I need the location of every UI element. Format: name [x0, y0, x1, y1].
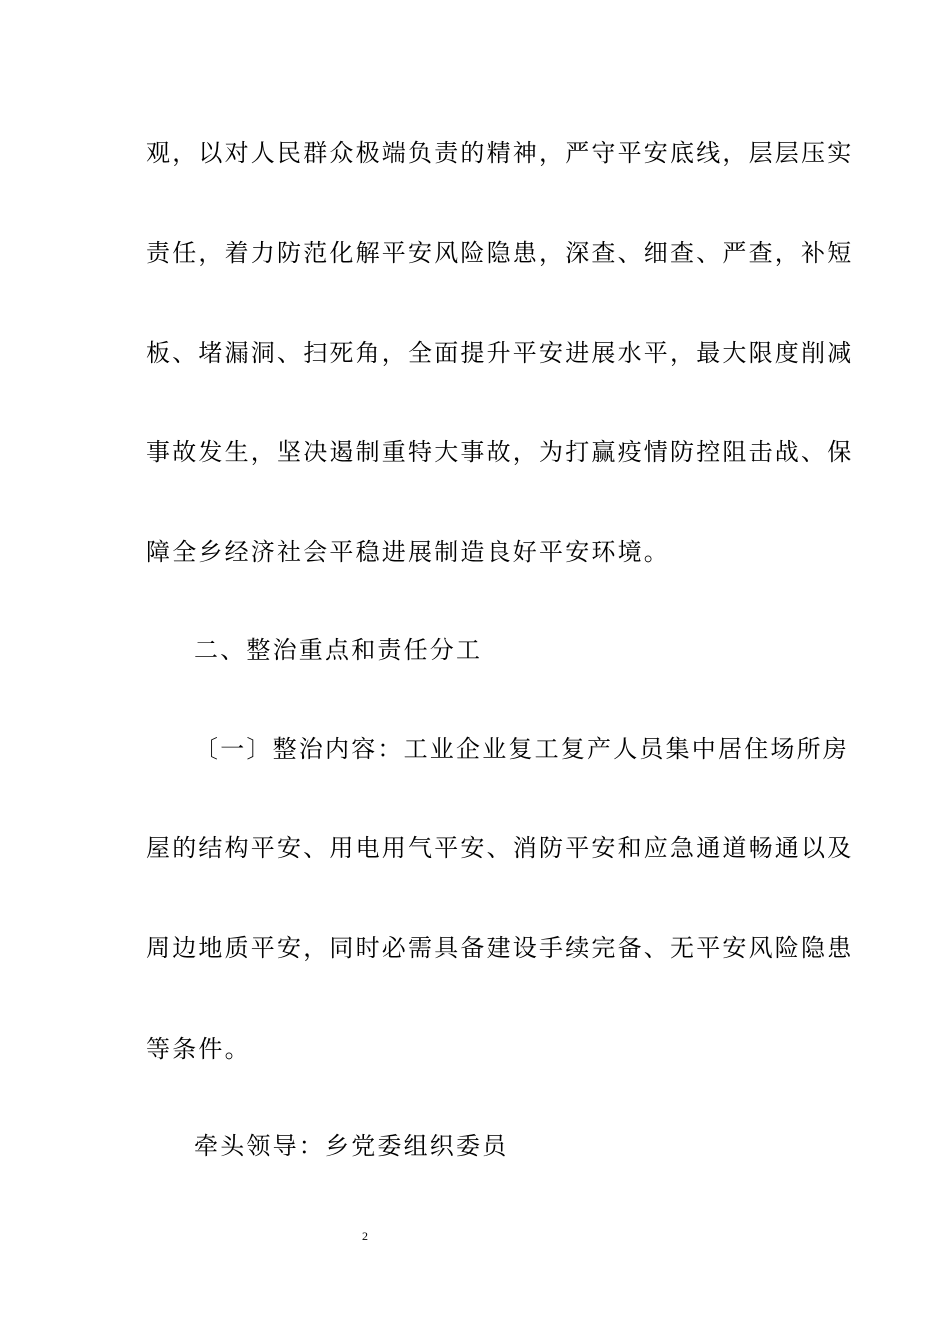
body-text-line: 事故发生，坚决遏制重特大事故，为打赢疫情防控阻击战、保	[146, 438, 854, 466]
item-one-text-line: 屋的结构平安、用电用气平安、消防平安和应急通道畅通以及	[146, 834, 854, 862]
body-text-line: 观，以对人民群众极端负责的精神，严守平安底线，层层压实	[146, 139, 854, 167]
section-heading: 二、整治重点和责任分工	[194, 636, 483, 664]
page-number: 2	[362, 1229, 368, 1243]
body-text-line: 障全乡经济社会平稳进展制造良好平安环境。	[146, 538, 670, 566]
body-text-line: 板、堵漏洞、扫死角，全面提升平安进展水平，最大限度削减	[146, 339, 854, 367]
item-one-text-line: 等条件。	[146, 1035, 251, 1063]
item-one-text-line: 周边地质平安，同时必需具备建设手续完备、无平安风险隐患	[146, 934, 854, 962]
item-one-text-line: 〔一〕整治内容：工业企业复工复产人员集中居住场所房	[194, 735, 849, 763]
body-text-line: 责任，着力防范化解平安风险隐患，深查、细查、严查，补短	[146, 239, 854, 267]
lead-official-line: 牵头领导：乡党委组织委员	[194, 1132, 509, 1160]
